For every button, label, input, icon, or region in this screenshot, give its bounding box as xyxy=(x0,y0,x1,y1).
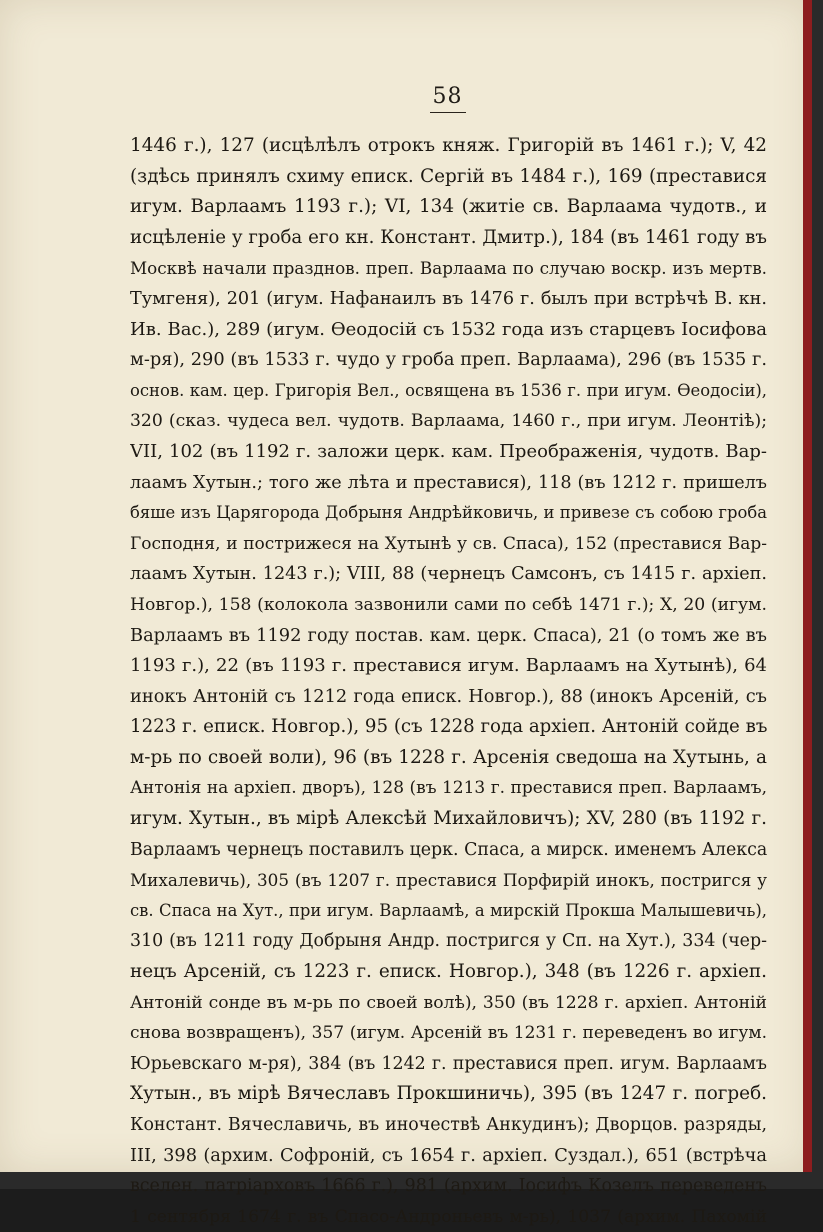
text-line: инокъ Антоній съ 1212 года еписк. Новгор.), 88 (инокъ Арсеній, съ xyxy=(130,685,767,707)
page-number: 58 xyxy=(432,84,463,109)
text-line: 1 сентября 1674 г. въ Спасо-Андроньевъ м-рь), 1037 (архим. Пахомій xyxy=(130,1206,767,1227)
text-line: 310 (въ 1211 году Добрыня Андр. постригся у Сп. на Хут.), 334 (чер- xyxy=(130,931,767,952)
text-line: Варлаамъ чернецъ поставилъ церк. Спаса, а мирск. именемъ Алекса xyxy=(130,839,767,860)
text-line: Варлаамъ въ 1192 году постав. кам. церк. Спаса), 21 (о томъ же въ xyxy=(130,624,767,646)
text-line: Антоній сонде въ м-рь по своей волѣ), 350 (въ 1228 г. архіеп. Антоній xyxy=(130,992,767,1013)
body-text xyxy=(130,131,767,1232)
text-line: основ. кам. цер. Григорія Вел., освящена въ 1536 г. при игум. Өеодосіи), xyxy=(130,380,767,400)
text-line: Ив. Вас.), 289 (игум. Өеодосій съ 1532 года изъ старцевъ Іосифова xyxy=(130,318,767,340)
text-line: лаамъ Хутын. 1243 г.); VIII, 88 (чернецъ Самсонъ, съ 1415 г. архіеп. xyxy=(130,564,767,585)
text-line: Юрьевскаго м-ря), 384 (въ 1242 г. преставися преп. игум. Варлаамъ xyxy=(130,1053,767,1074)
page-edge-binding xyxy=(803,0,812,1172)
text-line: Новгор.), 158 (колокола зазвонили сами по себѣ 1471 г.); X, 20 (игум. xyxy=(130,594,767,615)
text-line: 1446 г.), 127 (исцѣлѣлъ отрокъ княж. Григорій въ 1461 г.); V, 42 xyxy=(130,135,767,156)
text-line: Михалевичь), 305 (въ 1207 г. преставися Порфирій инокъ, постригся у xyxy=(130,870,767,891)
text-line: исцѣленіе у гроба его кн. Констант. Дмитр.), 184 (въ 1461 году въ xyxy=(130,226,767,248)
text-line: бяше изъ Царягорода Добрыня Андрѣйковичь, и привезе съ собою гроба xyxy=(130,503,767,523)
text-line: Хутын., въ мірѣ Вячеславъ Прокшиничь), 395 (въ 1247 г. погреб. xyxy=(130,1083,767,1105)
text-line: нецъ Арсеній, съ 1223 г. еписк. Новгор.), 348 (въ 1226 г. архіеп. xyxy=(130,961,767,983)
text-line: м-ря), 290 (въ 1533 г. чудо у гроба преп. Варлаама), 296 (въ 1535 г. xyxy=(130,349,767,371)
text-line: Господня, и пострижеся на Хутынѣ у св. Спаса), 152 (преставися Вар- xyxy=(130,533,767,554)
text-line: игум. Хутын., въ мірѣ Алексѣй Михайловичъ); XV, 280 (въ 1192 г. xyxy=(130,808,767,830)
text-line: лаамъ Хутын.; того же лѣта и преставися), 118 (въ 1212 г. пришелъ xyxy=(130,472,767,493)
text-line: Антонія на архіеп. дворъ), 128 (въ 1213 г. преставися преп. Варлаамъ, xyxy=(130,778,767,799)
text-line: Констант. Вячеславичь, въ иночествѣ Анкудинъ); Дворцов. разряды, xyxy=(130,1115,767,1135)
text-line: вселен. патріарховъ 1666 г.), 981 (архим. Іосифъ Козелъ переведенъ xyxy=(130,1176,767,1197)
page-number-rule xyxy=(430,112,466,113)
text-line: 320 (сказ. чудеса вел. чудотв. Варлаама, 1460 г., при игум. Леонтіѣ); xyxy=(130,411,767,432)
text-line: 1223 г. еписк. Новгор.), 95 (съ 1228 года архіеп. Антоній сойде въ xyxy=(130,716,767,738)
text-line: м-рь по своей воли), 96 (въ 1228 г. Арсенія сведоша на Хутынь, а xyxy=(130,746,767,768)
text-line: игум. Варлаамъ 1193 г.); VI, 134 (житіе св. Варлаама чудотв., и xyxy=(130,196,767,218)
text-line: Москвѣ начали празднов. преп. Варлаама по случаю воскр. изъ мертв. xyxy=(130,258,767,279)
text-line: Тумгеня), 201 (игум. Нафанаилъ въ 1476 г. былъ при встрѣчѣ В. кн. xyxy=(130,288,767,309)
text-line: снова возвращенъ), 357 (игум. Арсеній въ 1231 г. переведенъ во игум. xyxy=(130,1023,767,1044)
text-line: VII, 102 (въ 1192 г. заложи церк. кам. Преображенія, чудотв. Вар- xyxy=(130,440,767,462)
text-line: 1193 г.), 22 (въ 1193 г. преставися игум. Варлаамъ на Хутынѣ), 64 xyxy=(130,655,767,677)
text-line: (здѣсь принялъ схиму еписк. Сергій въ 1484 г.), 169 (преставися xyxy=(130,165,767,187)
scan-border-right xyxy=(812,0,823,1189)
text-line: III, 398 (архим. Софроній, съ 1654 г. архіеп. Суздал.), 651 (встрѣча xyxy=(130,1144,767,1166)
text-line: св. Спаса на Хут., при игум. Варлаамѣ, а мирскій Прокша Малышевичь), xyxy=(130,900,767,920)
